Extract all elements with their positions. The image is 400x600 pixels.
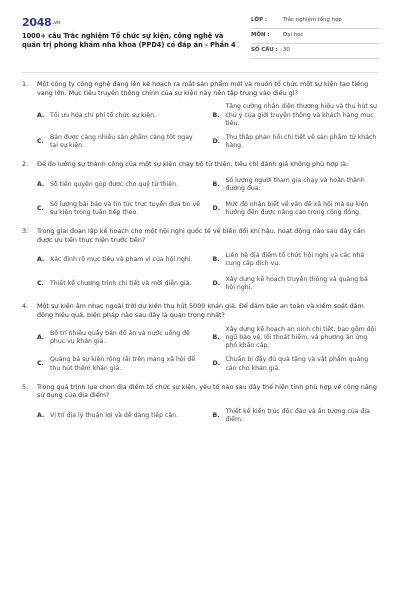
answer-options (22, 406, 378, 426)
answer-option-c[interactable] (37, 199, 203, 219)
answer-option-a[interactable] (37, 326, 203, 351)
question-number: 2. (22, 160, 29, 169)
option-text: Số tiền quyên góp được cho quỹ từ thiện. (50, 180, 178, 188)
answer-option-c[interactable] (37, 355, 203, 375)
answer-option-a[interactable] (37, 250, 203, 270)
option-letter: B. (212, 111, 220, 119)
question-number: 3. (22, 227, 29, 235)
question (22, 80, 378, 152)
answer-option-c[interactable] (37, 132, 203, 152)
option-text: Mức độ nhận biết về vấn đề xã hội mà sự kiện hướng đến được nâng cao trong cộng đồng. (225, 200, 369, 216)
answer-options (22, 103, 378, 152)
answer-options (22, 326, 378, 375)
answer-option-d[interactable] (213, 199, 379, 219)
option-letter: A. (37, 411, 45, 419)
question-text: Trong quá trình lựa chọn địa điểm tổ chức sự kiện, yếu tố nào sau đây thể hiện tính phù hợp về công năng sử dụng của địa điểm? (37, 382, 377, 400)
option-text: Quảng bá sự kiện rộng rãi trên mạng xã hội để thu hút thêm khán giả. (50, 356, 196, 372)
option-letter: C. (37, 360, 44, 368)
meta-key: SỐ CÂU : (251, 47, 278, 54)
answer-options (22, 175, 378, 219)
option-letter: A. (37, 256, 45, 264)
meta-row-class (251, 14, 379, 29)
option-letter: D. (212, 138, 220, 146)
meta-key: MÔN : (251, 32, 270, 39)
meta-row-count (251, 44, 379, 59)
option-letter: B. (212, 256, 220, 264)
header-divider (22, 72, 378, 73)
logo-main: 2048 (22, 16, 52, 29)
meta-key: LỚP : (251, 17, 268, 24)
answer-option-a[interactable] (37, 175, 203, 195)
question-text: Trong giai đoạn lập kế hoạch cho một hội nghị quốc tế về biến đổi khí hậu, hoạt động nào sau đây cần được ưu tiên thực hiện trước tiên? (37, 227, 365, 244)
option-text: Thiết kế chương trình chi tiết và mời diễn giả. (50, 280, 192, 288)
question-text: Để đo lường sự thành công của một sự kiện chạy bộ từ thiện, tiêu chí đánh giá không phù hợp là: (37, 160, 349, 169)
option-text: Tối ưu hóa chi phí tổ chức sự kiện. (50, 111, 156, 119)
option-letter: B. (212, 333, 220, 341)
option-text: Liên hệ địa điểm tổ chức hội nghị và các nhà cung cấp dịch vụ. (225, 251, 365, 268)
meta-value: 30 (283, 47, 290, 54)
question-number: 1. (22, 80, 29, 88)
option-text: Thu thập phản hồi chi tiết về sản phẩm từ khách hàng. (225, 134, 377, 150)
answer-option-b[interactable] (213, 326, 379, 351)
answer-option-d[interactable] (213, 274, 379, 294)
answer-option-a[interactable] (37, 103, 203, 128)
option-letter: B. (212, 180, 220, 188)
question-list (22, 80, 378, 434)
option-letter: D. (212, 280, 220, 288)
option-letter: A. (37, 180, 45, 188)
option-text: Số lượng người tham gia chạy và hoàn thành đường đua. (225, 176, 365, 192)
meta-table (251, 14, 379, 59)
meta-value: Trắc nghiệm tổng hợp (283, 17, 342, 24)
answer-option-d[interactable] (213, 132, 379, 152)
option-text: Vị trí địa lý thuận lợi và dễ dàng tiếp cận. (50, 411, 179, 419)
option-text: Bố trí nhiều quầy bán đồ ăn và nước uống để phục vụ khán giả. (50, 329, 190, 346)
option-letter: D. (212, 360, 220, 368)
site-logo[interactable] (22, 16, 60, 31)
option-letter: A. (37, 333, 45, 341)
option-letter: C. (37, 204, 44, 212)
answer-option-b[interactable] (213, 175, 379, 195)
meta-row-subject (251, 29, 379, 44)
page-header (0, 0, 400, 70)
document-title: 1000+ câu Trắc nghiệm Tổ chức sự kiện, công nghệ và quản trị phòng khám nha khoa (PPD4) có đáp án - Phần 4 (22, 32, 236, 50)
question (22, 302, 378, 374)
answer-option-b[interactable] (213, 406, 379, 426)
option-text: Xây dựng kế hoạch truyền thông và quảng bá hội nghị. (225, 275, 368, 292)
option-letter: D. (212, 204, 220, 212)
option-letter: A. (37, 111, 45, 119)
logo-suffix: .vn (52, 20, 61, 26)
answer-option-b[interactable] (213, 250, 379, 270)
question (22, 383, 378, 426)
option-letter: B. (212, 411, 220, 419)
answer-option-c[interactable] (37, 274, 203, 294)
option-text: Xây dựng kế hoạch an ninh chi tiết, bao gồm đội ngũ bảo vệ, lối thoát hiểm, và phương án ứng phó khẩn cấp. (225, 325, 377, 350)
question (22, 227, 378, 294)
answer-option-b[interactable] (213, 103, 379, 128)
option-text: Xác định rõ mục tiêu và phạm vi của hội nghị. (50, 256, 193, 264)
answer-option-d[interactable] (213, 355, 379, 375)
option-text: Bán được càng nhiều sản phẩm càng tốt ngay tại sự kiện. (50, 134, 193, 150)
option-letter: C. (37, 138, 44, 146)
option-text: Chuẩn bị đầy đủ quà tặng và vật phẩm quảng cáo cho khán giả. (225, 356, 369, 372)
question-number: 4. (22, 302, 29, 311)
question (22, 160, 378, 219)
option-text: Tăng cường nhận diện thương hiệu và thu hút sự chú ý của giới truyền thông và khách hàng mục tiêu. (225, 103, 377, 127)
meta-value: Đại học (283, 32, 304, 39)
option-letter: C. (37, 280, 44, 288)
question-number: 5. (22, 382, 29, 391)
option-text: Thiết kế kiến trúc độc đáo và ấn tượng của địa điểm. (225, 407, 370, 423)
question-text: Một công ty công nghệ đang lên kế hoạch ra mắt sản phẩm mới và muốn tổ chức một sự kiện tạo tiếng vang lớn. Mục tiêu truyền thông chính của sự kiện này nên tập trung vào điều gì? (37, 80, 369, 97)
question-text: Một sự kiện âm nhạc ngoài trời dự kiến thu hút 5000 khán giả. Để đảm bảo an toàn và kiểm soát đám đông hiệu quả, biện pháp nào sau đây là quan trọng nhất? (37, 302, 364, 319)
answer-options (22, 250, 378, 294)
answer-option-a[interactable] (37, 406, 203, 426)
option-text: Số lượng bài báo và tin tức trực tuyến đưa tin về sự kiện trong tuần tiếp theo. (50, 200, 201, 216)
